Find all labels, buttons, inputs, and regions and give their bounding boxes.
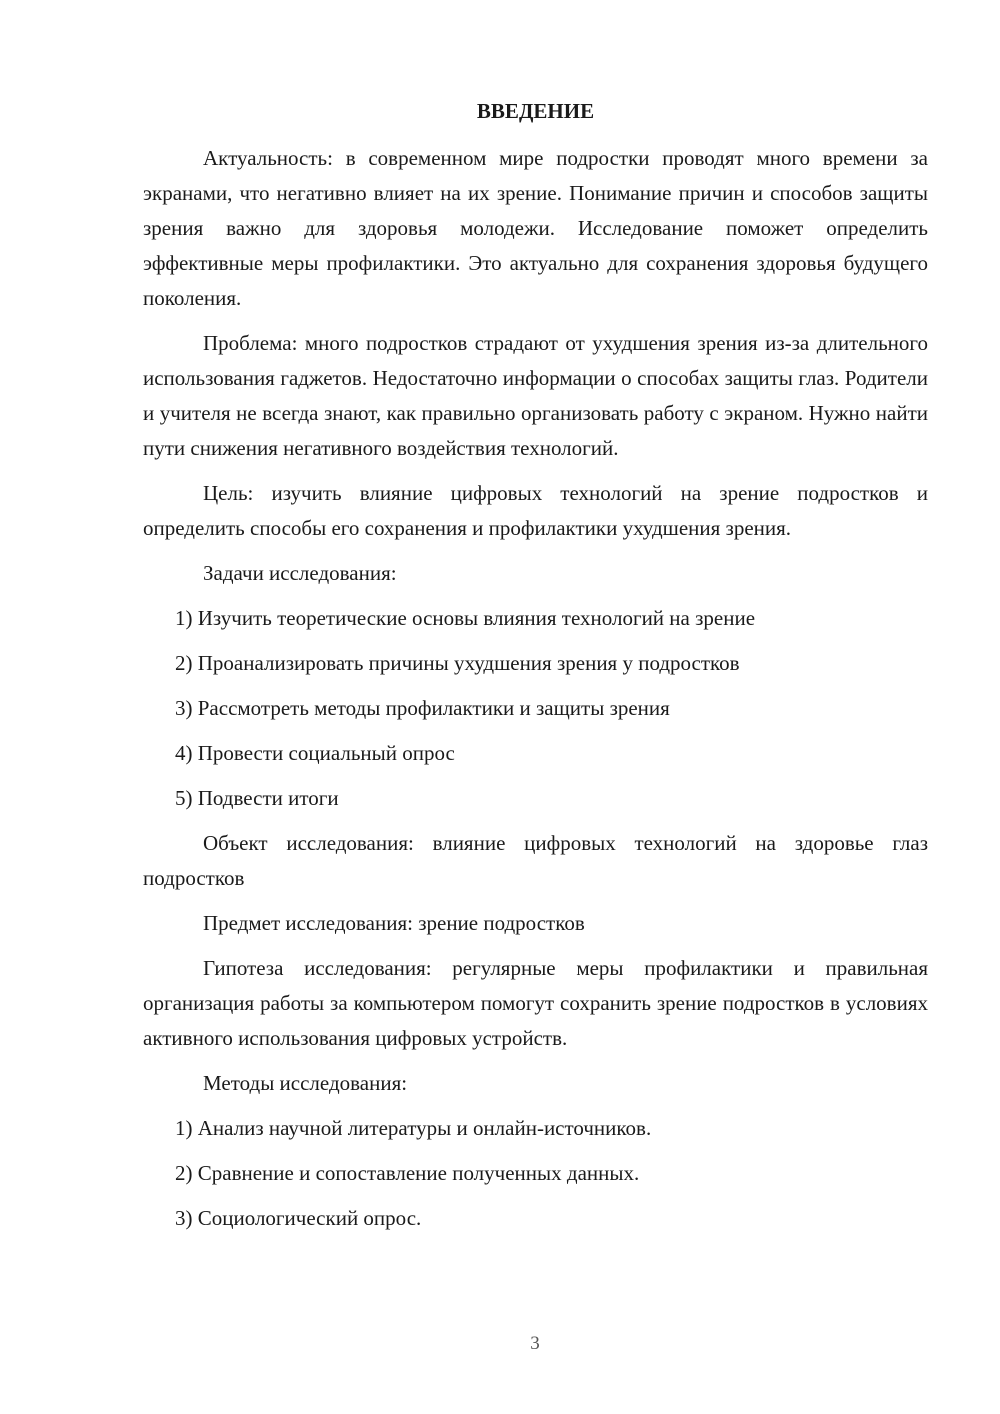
list-item: 4) Провести социальный опрос: [175, 741, 455, 765]
tasks-list: [143, 601, 928, 816]
problem-paragraph: Проблема: много подростков страдают от ухудшения зрения из-за длительного использования гаджетов. Недостаточно информации о способах защиты глаз. Родители и учителя не всегда знают, как правильно организовать работу с экраном. Нужно найти пути снижения негативного воздействия технологий.: [143, 331, 928, 460]
relevance-paragraph: Актуальность: в современном мире подростки проводят много времени за экранами, что негативно влияет на их зрение. Понимание причин и способов защиты зрения важно для здоровья молодежи. Исследование поможет определить эффективные меры профилактики. Это актуально для сохранения здоровья будущего поколения.: [143, 146, 928, 310]
methods-heading: Методы исследования:: [203, 1071, 408, 1095]
list-item: 1) Анализ научной литературы и онлайн-источников.: [175, 1116, 652, 1140]
methods-list: [143, 1111, 928, 1236]
list-item: 2) Проанализировать причины ухудшения зрения у подростков: [175, 651, 740, 675]
subject-paragraph: Предмет исследования: зрение подростков: [203, 911, 585, 935]
goal-paragraph: Цель: изучить влияние цифровых технологий на зрение подростков и определить способы его сохранения и профилактики ухудшения зрения.: [143, 481, 928, 540]
hypothesis-paragraph: Гипотеза исследования: регулярные меры профилактики и правильная организация работы за компьютером помогут сохранить зрение подростков в условиях активного использования цифровых устройств.: [143, 956, 928, 1050]
list-item: 2) Сравнение и сопоставление полученных данных.: [175, 1161, 640, 1185]
tasks-heading: Задачи исследования:: [203, 561, 397, 585]
list-item: 5) Подвести итоги: [175, 786, 339, 810]
list-item: 1) Изучить теоретические основы влияния технологий на зрение: [175, 606, 756, 630]
object-paragraph: Объект исследования: влияние цифровых технологий на здоровье глаз подростков: [143, 831, 928, 890]
list-item: 3) Социологический опрос.: [175, 1206, 422, 1230]
page-number: 3: [530, 1333, 540, 1354]
list-item: 3) Рассмотреть методы профилактики и защиты зрения: [175, 696, 670, 720]
section-title: ВВЕДЕНИЕ: [476, 99, 595, 123]
page-content: [143, 94, 928, 1246]
